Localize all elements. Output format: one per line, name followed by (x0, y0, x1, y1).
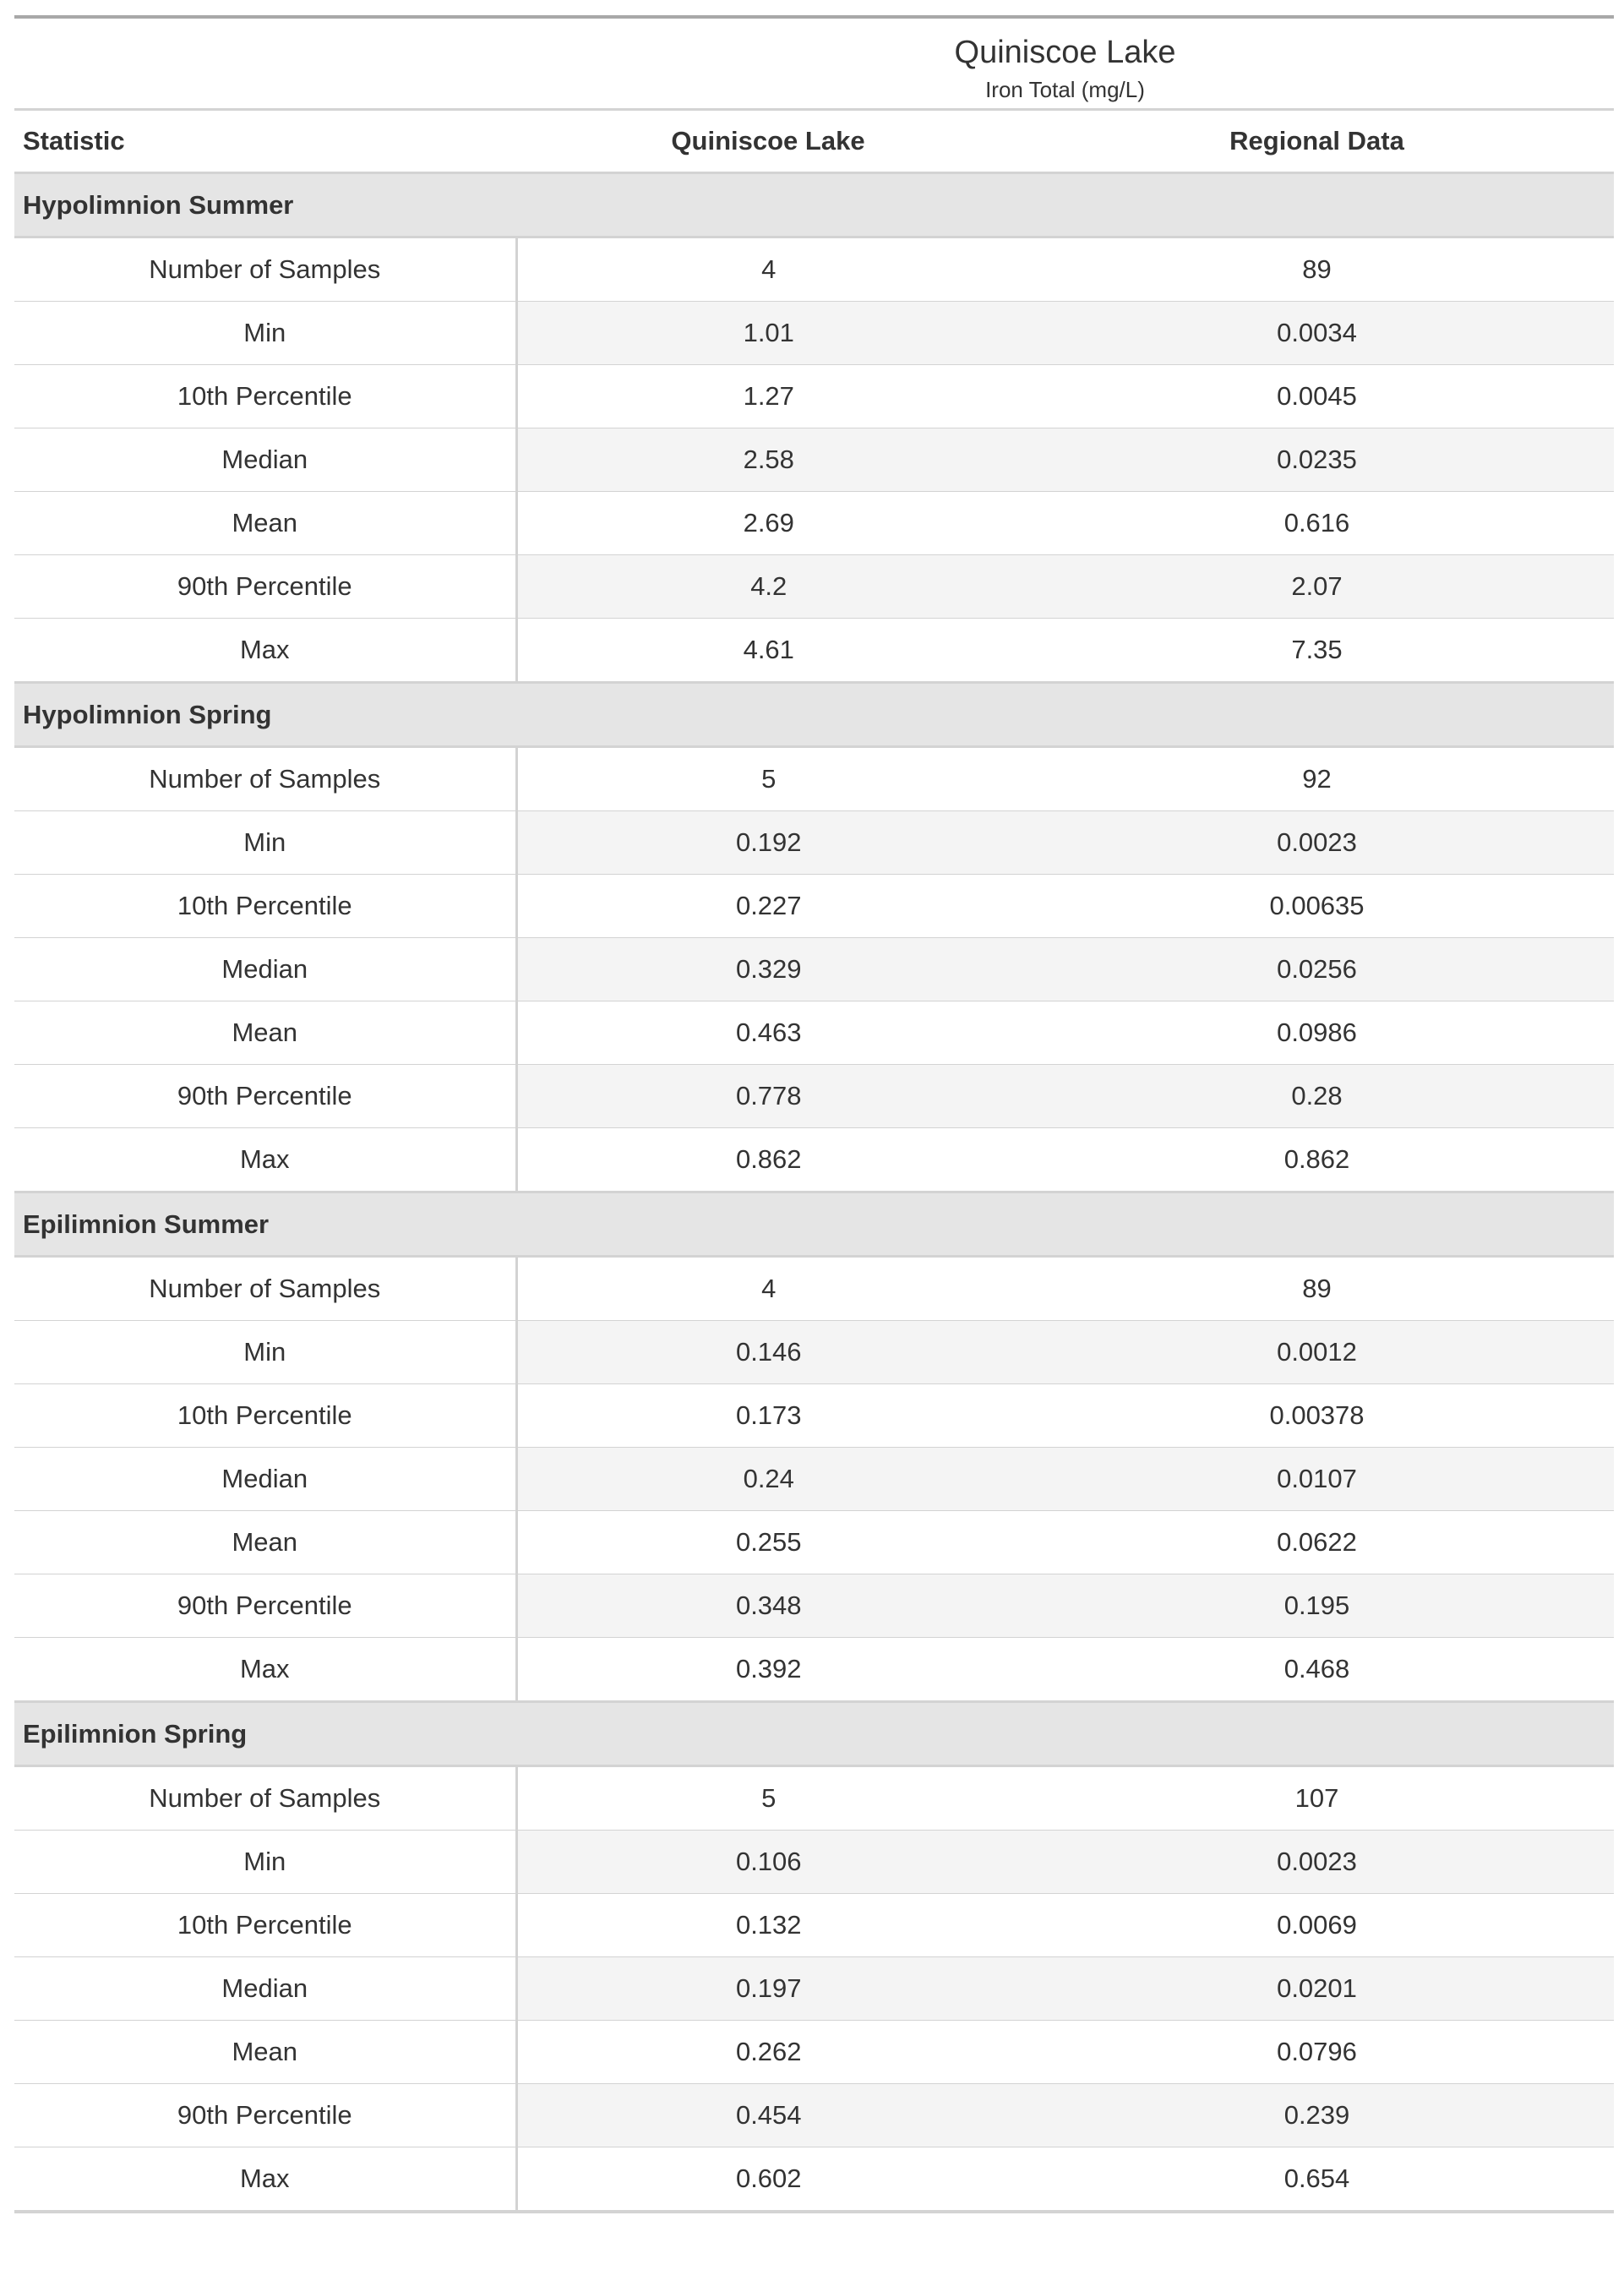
statistic-cell: Median (14, 428, 516, 492)
table-row (14, 875, 1614, 938)
lake-value-cell: 4 (516, 1257, 1020, 1321)
lake-value-cell: 0.255 (516, 1511, 1020, 1574)
regional-value-cell: 92 (1020, 747, 1614, 811)
regional-value-cell: 0.616 (1020, 492, 1614, 555)
lake-value-cell: 0.329 (516, 938, 1020, 1001)
table-row (14, 1511, 1614, 1574)
table-row (14, 938, 1614, 1001)
group-label: Epilimnion Summer (14, 1192, 1614, 1257)
regional-value-cell: 0.28 (1020, 1065, 1614, 1128)
statistic-cell: Number of Samples (14, 1766, 516, 1831)
lake-value-cell: 0.602 (516, 2147, 1020, 2213)
statistic-cell: Mean (14, 1001, 516, 1065)
lake-value-cell: 4 (516, 237, 1020, 302)
table-row (14, 1128, 1614, 1192)
regional-value-cell: 0.0069 (1020, 1894, 1614, 1957)
regional-value-cell: 0.0045 (1020, 365, 1614, 428)
statistic-cell: Min (14, 302, 516, 365)
column-header-row (14, 110, 1614, 173)
regional-value-cell: 0.239 (1020, 2084, 1614, 2147)
statistic-cell: Number of Samples (14, 237, 516, 302)
lake-value-cell: 0.106 (516, 1831, 1020, 1894)
regional-value-cell: 0.00378 (1020, 1384, 1614, 1448)
regional-value-cell: 0.0107 (1020, 1448, 1614, 1511)
table-row (14, 1257, 1614, 1321)
statistic-cell: Min (14, 1321, 516, 1384)
regional-value-cell: 0.862 (1020, 1128, 1614, 1192)
table-row (14, 492, 1614, 555)
table-row (14, 302, 1614, 365)
regional-value-cell: 107 (1020, 1766, 1614, 1831)
statistic-cell: 10th Percentile (14, 365, 516, 428)
group-label: Hypolimnion Spring (14, 683, 1614, 747)
group-row (14, 683, 1614, 747)
lake-value-cell: 0.146 (516, 1321, 1020, 1384)
statistic-cell: 90th Percentile (14, 555, 516, 619)
statistic-cell: Mean (14, 2021, 516, 2084)
statistic-cell: Median (14, 1448, 516, 1511)
table-row (14, 1001, 1614, 1065)
table-row (14, 555, 1614, 619)
regional-value-cell: 0.468 (1020, 1638, 1614, 1702)
table-title-row (14, 17, 1614, 71)
table-row (14, 2147, 1614, 2213)
statistic-cell: Number of Samples (14, 747, 516, 811)
regional-value-cell: 89 (1020, 1257, 1614, 1321)
regional-value-cell: 0.0256 (1020, 938, 1614, 1001)
lake-value-cell: 2.58 (516, 428, 1020, 492)
table-row (14, 1638, 1614, 1702)
statistic-cell: Median (14, 1957, 516, 2021)
lake-value-cell: 0.392 (516, 1638, 1020, 1702)
regional-value-cell: 0.0796 (1020, 2021, 1614, 2084)
lake-value-cell: 0.132 (516, 1894, 1020, 1957)
table-row (14, 1894, 1614, 1957)
statistic-cell: 90th Percentile (14, 1065, 516, 1128)
table-row (14, 2084, 1614, 2147)
table-row (14, 811, 1614, 875)
statistic-cell: Max (14, 2147, 516, 2213)
statistic-cell: Mean (14, 492, 516, 555)
regional-value-cell: 89 (1020, 237, 1614, 302)
table-row (14, 619, 1614, 683)
summary-table (14, 15, 1614, 2213)
statistic-cell: Max (14, 619, 516, 683)
lake-value-cell: 0.862 (516, 1128, 1020, 1192)
table-row (14, 1766, 1614, 1831)
table-body (14, 173, 1614, 2213)
lake-value-cell: 0.348 (516, 1574, 1020, 1638)
lake-value-cell: 0.192 (516, 811, 1020, 875)
regional-value-cell: 2.07 (1020, 555, 1614, 619)
statistic-cell: 90th Percentile (14, 1574, 516, 1638)
regional-value-cell: 7.35 (1020, 619, 1614, 683)
regional-value-cell: 0.0201 (1020, 1957, 1614, 2021)
regional-value-cell: 0.195 (1020, 1574, 1614, 1638)
statistic-cell: Min (14, 1831, 516, 1894)
regional-value-cell: 0.00635 (1020, 875, 1614, 938)
regional-value-cell: 0.0235 (1020, 428, 1614, 492)
regional-value-cell: 0.0023 (1020, 1831, 1614, 1894)
lake-value-cell: 0.454 (516, 2084, 1020, 2147)
lake-value-cell: 0.778 (516, 1065, 1020, 1128)
table-row (14, 237, 1614, 302)
statistic-cell: Max (14, 1638, 516, 1702)
group-label: Hypolimnion Summer (14, 173, 1614, 237)
lake-value-cell: 1.01 (516, 302, 1020, 365)
lake-value-cell: 0.24 (516, 1448, 1020, 1511)
table-row (14, 2021, 1614, 2084)
statistic-cell: 10th Percentile (14, 1384, 516, 1448)
table-row (14, 1384, 1614, 1448)
column-header-statistic: Statistic (14, 110, 516, 173)
statistic-cell: Max (14, 1128, 516, 1192)
lake-value-cell: 0.262 (516, 2021, 1020, 2084)
statistic-cell: Median (14, 938, 516, 1001)
table-row (14, 1957, 1614, 2021)
summary-table-container (14, 15, 1614, 2213)
table-row (14, 428, 1614, 492)
lake-value-cell: 0.463 (516, 1001, 1020, 1065)
regional-value-cell: 0.0034 (1020, 302, 1614, 365)
regional-value-cell: 0.0012 (1020, 1321, 1614, 1384)
column-header-regional: Regional Data (1020, 110, 1614, 173)
table-row (14, 1065, 1614, 1128)
table-row (14, 365, 1614, 428)
statistic-cell: 10th Percentile (14, 1894, 516, 1957)
statistic-cell: 90th Percentile (14, 2084, 516, 2147)
table-row (14, 1448, 1614, 1511)
group-row (14, 1192, 1614, 1257)
table-row (14, 747, 1614, 811)
lake-value-cell: 0.197 (516, 1957, 1020, 2021)
lake-value-cell: 1.27 (516, 365, 1020, 428)
group-row (14, 173, 1614, 237)
lake-value-cell: 5 (516, 1766, 1020, 1831)
lake-value-cell: 4.61 (516, 619, 1020, 683)
table-title: Quiniscoe Lake (14, 17, 1614, 71)
regional-value-cell: 0.0023 (1020, 811, 1614, 875)
statistic-cell: Mean (14, 1511, 516, 1574)
group-row (14, 1702, 1614, 1766)
table-row (14, 1321, 1614, 1384)
statistic-cell: 10th Percentile (14, 875, 516, 938)
statistic-cell: Number of Samples (14, 1257, 516, 1321)
lake-value-cell: 4.2 (516, 555, 1020, 619)
lake-value-cell: 2.69 (516, 492, 1020, 555)
column-header-lake: Quiniscoe Lake (516, 110, 1020, 173)
regional-value-cell: 0.0986 (1020, 1001, 1614, 1065)
lake-value-cell: 0.173 (516, 1384, 1020, 1448)
table-row (14, 1831, 1614, 1894)
lake-value-cell: 0.227 (516, 875, 1020, 938)
table-row (14, 1574, 1614, 1638)
table-subtitle-row (14, 71, 1614, 110)
group-label: Epilimnion Spring (14, 1702, 1614, 1766)
table-subtitle: Iron Total (mg/L) (14, 71, 1614, 110)
regional-value-cell: 0.0622 (1020, 1511, 1614, 1574)
statistic-cell: Min (14, 811, 516, 875)
lake-value-cell: 5 (516, 747, 1020, 811)
regional-value-cell: 0.654 (1020, 2147, 1614, 2213)
